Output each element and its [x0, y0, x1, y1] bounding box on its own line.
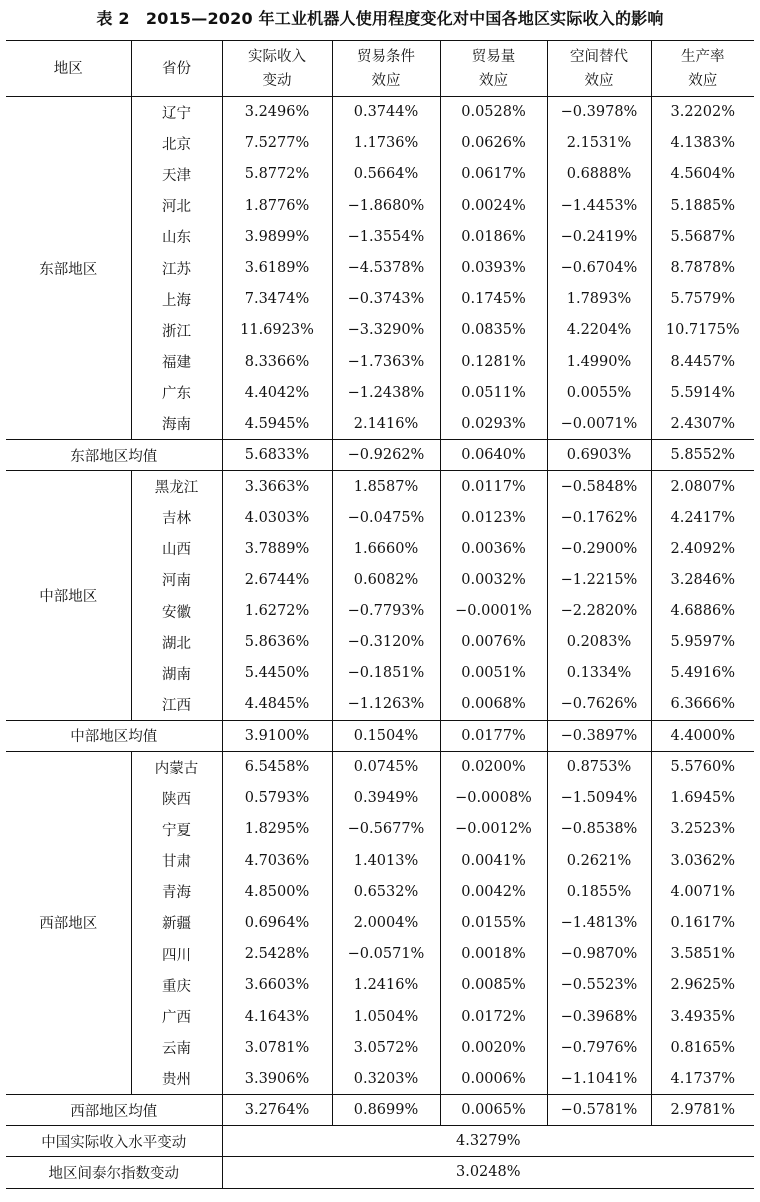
trade-volume-effect-value: 0.0117%	[440, 471, 547, 502]
spatial-substitution-effect-value: 0.6888%	[547, 159, 651, 190]
productivity-effect-value: 4.1383%	[651, 128, 754, 159]
spatial-substitution-effect-value: 0.2083%	[547, 627, 651, 658]
header-terms-of-trade-effect: 贸易条件 效应	[332, 41, 440, 97]
productivity-effect-value: 0.1617%	[651, 907, 754, 938]
region-average-row	[6, 440, 754, 471]
terms-of-trade-effect-average: 0.8699%	[332, 1095, 440, 1126]
terms-of-trade-effect-value: −4.5378%	[332, 252, 440, 283]
province-name: 湖北	[131, 627, 222, 658]
real-income-change-value: 4.4845%	[222, 689, 332, 720]
table-row	[6, 751, 754, 782]
trade-volume-effect-value: −0.0012%	[440, 814, 547, 845]
trade-volume-effect-value: 0.0835%	[440, 315, 547, 346]
province-name: 新疆	[131, 907, 222, 938]
spatial-substitution-effect-value: −0.5523%	[547, 970, 651, 1001]
real-income-change-value: 3.9899%	[222, 221, 332, 252]
trade-volume-effect-value: −0.0008%	[440, 783, 547, 814]
trade-volume-effect-value: −0.0001%	[440, 596, 547, 627]
productivity-effect-value: 3.0362%	[651, 845, 754, 876]
trade-volume-effect-value: 0.0393%	[440, 252, 547, 283]
terms-of-trade-effect-value: −0.0475%	[332, 502, 440, 533]
terms-of-trade-effect-value: 2.1416%	[332, 408, 440, 439]
terms-of-trade-effect-value: −0.7793%	[332, 596, 440, 627]
terms-of-trade-effect-value: 3.0572%	[332, 1032, 440, 1063]
province-name: 青海	[131, 876, 222, 907]
real-income-change-value: 2.6744%	[222, 564, 332, 595]
province-name: 广西	[131, 1001, 222, 1032]
header-trade-volume-effect: 贸易量 效应	[440, 41, 547, 97]
productivity-effect-average: 4.4000%	[651, 720, 754, 751]
spatial-substitution-effect-average: −0.5781%	[547, 1095, 651, 1126]
trade-volume-effect-value: 0.0528%	[440, 97, 547, 128]
real-income-change-value: 0.6964%	[222, 907, 332, 938]
terms-of-trade-effect-value: 0.0745%	[332, 751, 440, 782]
terms-of-trade-effect-value: −0.3120%	[332, 627, 440, 658]
real-income-change-value: 6.5458%	[222, 751, 332, 782]
trade-volume-effect-value: 0.0051%	[440, 658, 547, 689]
header-real-income-change: 实际收入 变动	[222, 41, 332, 97]
terms-of-trade-effect-value: 0.6082%	[332, 564, 440, 595]
productivity-effect-value: 5.4916%	[651, 658, 754, 689]
trade-volume-effect-value: 0.0085%	[440, 970, 547, 1001]
real-income-change-value: 11.6923%	[222, 315, 332, 346]
table-title: 表 2 2015—2020 年工业机器人使用程度变化对中国各地区实际收入的影响	[96, 9, 664, 28]
terms-of-trade-effect-value: −0.5677%	[332, 814, 440, 845]
productivity-effect-value: 3.5851%	[651, 939, 754, 970]
summary-row	[6, 1157, 754, 1188]
spatial-substitution-effect-value: 0.0055%	[547, 377, 651, 408]
spatial-substitution-effect-value: −0.5848%	[547, 471, 651, 502]
province-name: 广东	[131, 377, 222, 408]
real-income-change-value: 4.5945%	[222, 408, 332, 439]
spatial-substitution-effect-value: −0.3978%	[547, 97, 651, 128]
terms-of-trade-effect-value: 2.0004%	[332, 907, 440, 938]
spatial-substitution-effect-value: 4.2204%	[547, 315, 651, 346]
spatial-substitution-effect-average: −0.3897%	[547, 720, 651, 751]
trade-volume-effect-value: 0.0511%	[440, 377, 547, 408]
productivity-effect-value: 2.0807%	[651, 471, 754, 502]
trade-volume-effect-value: 0.1745%	[440, 284, 547, 315]
spatial-substitution-effect-value: −2.2820%	[547, 596, 651, 627]
region-name: 西部地区	[39, 916, 98, 933]
terms-of-trade-effect-value: 0.3203%	[332, 1063, 440, 1094]
spatial-substitution-effect-value: −1.4813%	[547, 907, 651, 938]
productivity-effect-value: 5.5687%	[651, 221, 754, 252]
productivity-effect-value: 3.2202%	[651, 97, 754, 128]
real-income-change-value: 7.3474%	[222, 284, 332, 315]
province-name: 浙江	[131, 315, 222, 346]
real-income-change-value: 4.1643%	[222, 1001, 332, 1032]
summary-label: 中国实际收入水平变动	[6, 1126, 222, 1157]
real-income-change-value: 1.8776%	[222, 190, 332, 221]
productivity-effect-value: 5.5914%	[651, 377, 754, 408]
real-income-change-value: 2.5428%	[222, 939, 332, 970]
trade-volume-effect-value: 0.0018%	[440, 939, 547, 970]
region-average-row	[6, 720, 754, 751]
header-spatial-substitution-effect: 空间替代 效应	[547, 41, 651, 97]
province-name: 江苏	[131, 252, 222, 283]
trade-volume-effect-value: 0.0617%	[440, 159, 547, 190]
spatial-substitution-effect-value: −0.7626%	[547, 689, 651, 720]
spatial-substitution-effect-value: −1.5094%	[547, 783, 651, 814]
trade-volume-effect-value: 0.0032%	[440, 564, 547, 595]
terms-of-trade-effect-value: 0.6532%	[332, 876, 440, 907]
spatial-substitution-effect-value: −0.2419%	[547, 221, 651, 252]
productivity-effect-value: 2.9625%	[651, 970, 754, 1001]
region-average-label: 西部地区均值	[6, 1095, 222, 1126]
trade-volume-effect-value: 0.0024%	[440, 190, 547, 221]
province-name: 北京	[131, 128, 222, 159]
province-name: 甘肃	[131, 845, 222, 876]
province-name: 重庆	[131, 970, 222, 1001]
summary-value: 3.0248%	[222, 1157, 754, 1188]
real-income-change-value: 4.4042%	[222, 377, 332, 408]
trade-volume-effect-value: 0.0036%	[440, 533, 547, 564]
real-income-change-value: 5.8772%	[222, 159, 332, 190]
province-name: 天津	[131, 159, 222, 190]
province-name: 上海	[131, 284, 222, 315]
terms-of-trade-effect-value: −1.8680%	[332, 190, 440, 221]
terms-of-trade-effect-value: −3.3290%	[332, 315, 440, 346]
spatial-substitution-effect-value: −0.8538%	[547, 814, 651, 845]
terms-of-trade-effect-value: −1.1263%	[332, 689, 440, 720]
region-average-label: 东部地区均值	[6, 440, 222, 471]
province-name: 湖南	[131, 658, 222, 689]
terms-of-trade-effect-value: 1.6660%	[332, 533, 440, 564]
terms-of-trade-effect-value: −0.1851%	[332, 658, 440, 689]
trade-volume-effect-value: 0.0068%	[440, 689, 547, 720]
terms-of-trade-effect-value: 1.4013%	[332, 845, 440, 876]
province-name: 云南	[131, 1032, 222, 1063]
real-income-change-value: 3.6603%	[222, 970, 332, 1001]
spatial-substitution-effect-value: −0.2900%	[547, 533, 651, 564]
trade-volume-effect-value: 0.0020%	[440, 1032, 547, 1063]
spatial-substitution-effect-value: −1.2215%	[547, 564, 651, 595]
trade-volume-effect-value: 0.0293%	[440, 408, 547, 439]
real-income-change-value: 5.4450%	[222, 658, 332, 689]
productivity-effect-value: 4.6886%	[651, 596, 754, 627]
trade-volume-effect-value: 0.0123%	[440, 502, 547, 533]
summary-label: 地区间泰尔指数变动	[6, 1157, 222, 1188]
spatial-substitution-effect-value: −0.9870%	[547, 939, 651, 970]
productivity-effect-value: 3.4935%	[651, 1001, 754, 1032]
trade-volume-effect-value: 0.0076%	[440, 627, 547, 658]
province-name: 四川	[131, 939, 222, 970]
productivity-effect-value: 5.1885%	[651, 190, 754, 221]
real-income-change-value: 3.3906%	[222, 1063, 332, 1094]
trade-volume-effect-value: 0.0042%	[440, 876, 547, 907]
summary-value: 4.3279%	[222, 1126, 754, 1157]
trade-volume-effect-value: 0.1281%	[440, 346, 547, 377]
real-income-change-average: 3.2764%	[222, 1095, 332, 1126]
real-income-change-value: 3.7889%	[222, 533, 332, 564]
spatial-substitution-effect-value: −1.4453%	[547, 190, 651, 221]
productivity-effect-value: 3.2523%	[651, 814, 754, 845]
terms-of-trade-effect-value: 1.8587%	[332, 471, 440, 502]
productivity-effect-value: 3.2846%	[651, 564, 754, 595]
province-name: 黑龙江	[131, 471, 222, 502]
summary-row	[6, 1126, 754, 1157]
trade-volume-effect-value: 0.0200%	[440, 751, 547, 782]
province-name: 吉林	[131, 502, 222, 533]
real-income-change-value: 3.6189%	[222, 252, 332, 283]
real-income-change-value: 0.5793%	[222, 783, 332, 814]
trade-volume-effect-value: 0.0186%	[440, 221, 547, 252]
productivity-effect-value: 8.7878%	[651, 252, 754, 283]
spatial-substitution-effect-value: 0.1855%	[547, 876, 651, 907]
productivity-effect-value: 2.4307%	[651, 408, 754, 439]
terms-of-trade-effect-value: 0.3949%	[332, 783, 440, 814]
productivity-effect-value: 4.5604%	[651, 159, 754, 190]
productivity-effect-value: 2.4092%	[651, 533, 754, 564]
province-name: 山西	[131, 533, 222, 564]
real-income-change-average: 5.6833%	[222, 440, 332, 471]
spatial-substitution-effect-value: 1.7893%	[547, 284, 651, 315]
productivity-effect-value: 10.7175%	[651, 315, 754, 346]
header-productivity-effect: 生产率 效应	[651, 41, 754, 97]
productivity-effect-value: 4.1737%	[651, 1063, 754, 1094]
spatial-substitution-effect-value: −0.3968%	[547, 1001, 651, 1032]
region-average-row	[6, 1095, 754, 1126]
terms-of-trade-effect-average: −0.9262%	[332, 440, 440, 471]
table-row	[6, 471, 754, 502]
productivity-effect-average: 2.9781%	[651, 1095, 754, 1126]
terms-of-trade-effect-value: −0.3743%	[332, 284, 440, 315]
real-income-change-value: 1.8295%	[222, 814, 332, 845]
province-name: 贵州	[131, 1063, 222, 1094]
province-name: 安徽	[131, 596, 222, 627]
province-name: 江西	[131, 689, 222, 720]
productivity-effect-value: 4.0071%	[651, 876, 754, 907]
region-name: 中部地区	[39, 589, 98, 605]
trade-volume-effect-average: 0.0177%	[440, 720, 547, 751]
province-name: 内蒙古	[131, 751, 222, 782]
productivity-effect-value: 0.8165%	[651, 1032, 754, 1063]
province-name: 福建	[131, 346, 222, 377]
province-name: 辽宁	[131, 97, 222, 128]
terms-of-trade-effect-value: −1.2438%	[332, 377, 440, 408]
province-name: 河北	[131, 190, 222, 221]
terms-of-trade-effect-value: −1.7363%	[332, 346, 440, 377]
real-income-change-value: 4.0303%	[222, 502, 332, 533]
real-income-change-average: 3.9100%	[222, 720, 332, 751]
income-effect-table	[6, 40, 754, 1189]
spatial-substitution-effect-average: 0.6903%	[547, 440, 651, 471]
spatial-substitution-effect-value: 0.1334%	[547, 658, 651, 689]
header-province: 省份	[131, 41, 222, 97]
productivity-effect-value: 8.4457%	[651, 346, 754, 377]
table-body	[6, 97, 754, 1189]
header-region: 地区	[6, 41, 131, 97]
province-name: 陕西	[131, 783, 222, 814]
spatial-substitution-effect-value: −0.1762%	[547, 502, 651, 533]
productivity-effect-value: 5.9597%	[651, 627, 754, 658]
table-row	[6, 97, 754, 128]
terms-of-trade-effect-value: −1.3554%	[332, 221, 440, 252]
spatial-substitution-effect-value: −1.1041%	[547, 1063, 651, 1094]
real-income-change-value: 4.8500%	[222, 876, 332, 907]
region-name: 东部地区	[39, 261, 98, 278]
spatial-substitution-effect-value: −0.6704%	[547, 252, 651, 283]
real-income-change-value: 1.6272%	[222, 596, 332, 627]
terms-of-trade-effect-value: 0.5664%	[332, 159, 440, 190]
real-income-change-value: 7.5277%	[222, 128, 332, 159]
terms-of-trade-effect-value: 1.1736%	[332, 128, 440, 159]
spatial-substitution-effect-value: −0.0071%	[547, 408, 651, 439]
real-income-change-value: 3.2496%	[222, 97, 332, 128]
province-name: 海南	[131, 408, 222, 439]
trade-volume-effect-value: 0.0155%	[440, 907, 547, 938]
spatial-substitution-effect-value: 0.8753%	[547, 751, 651, 782]
productivity-effect-value: 1.6945%	[651, 783, 754, 814]
real-income-change-value: 8.3366%	[222, 346, 332, 377]
trade-volume-effect-value: 0.0172%	[440, 1001, 547, 1032]
province-name: 宁夏	[131, 814, 222, 845]
terms-of-trade-effect-value: 0.3744%	[332, 97, 440, 128]
spatial-substitution-effect-value: −0.7976%	[547, 1032, 651, 1063]
trade-volume-effect-value: 0.0006%	[440, 1063, 547, 1094]
productivity-effect-value: 4.2417%	[651, 502, 754, 533]
trade-volume-effect-average: 0.0640%	[440, 440, 547, 471]
spatial-substitution-effect-value: 2.1531%	[547, 128, 651, 159]
spatial-substitution-effect-value: 0.2621%	[547, 845, 651, 876]
region-average-label: 中部地区均值	[6, 720, 222, 751]
real-income-change-value: 5.8636%	[222, 627, 332, 658]
real-income-change-value: 3.0781%	[222, 1032, 332, 1063]
real-income-change-value: 4.7036%	[222, 845, 332, 876]
province-name: 山东	[131, 221, 222, 252]
terms-of-trade-effect-value: 1.0504%	[332, 1001, 440, 1032]
trade-volume-effect-average: 0.0065%	[440, 1095, 547, 1126]
trade-volume-effect-value: 0.0626%	[440, 128, 547, 159]
productivity-effect-value: 5.7579%	[651, 284, 754, 315]
spatial-substitution-effect-value: 1.4990%	[547, 346, 651, 377]
header-row	[6, 41, 754, 97]
productivity-effect-average: 5.8552%	[651, 440, 754, 471]
terms-of-trade-effect-value: −0.0571%	[332, 939, 440, 970]
terms-of-trade-effect-value: 1.2416%	[332, 970, 440, 1001]
productivity-effect-value: 6.3666%	[651, 689, 754, 720]
trade-volume-effect-value: 0.0041%	[440, 845, 547, 876]
terms-of-trade-effect-average: 0.1504%	[332, 720, 440, 751]
province-name: 河南	[131, 564, 222, 595]
productivity-effect-value: 5.5760%	[651, 751, 754, 782]
real-income-change-value: 3.3663%	[222, 471, 332, 502]
